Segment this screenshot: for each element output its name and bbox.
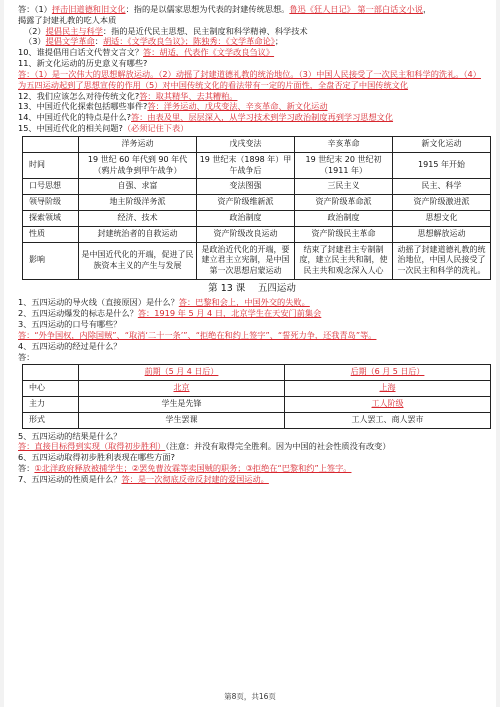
table-row <box>23 397 491 413</box>
document-page <box>4 0 496 707</box>
answer-line: 揭露了封建礼教的吃人本质 <box>18 14 117 25</box>
table-cell: 19 世纪 60 年代到 90 年代（鸦片战争到甲午战争） <box>79 152 197 179</box>
table-cell: 资产阶级改良运动 <box>197 226 295 242</box>
answer-line: 答：①北洋政府释放被捕学生；②罢免曹汝霖等卖国贼的职务；③拒绝在“巴黎和约”上签字。 <box>18 463 352 474</box>
question-line: 12、我们应该怎么对待传统文化?答：取其精华、去其糟粕。 <box>18 90 238 101</box>
answer-line: 答：直接目标得到实现（取得初步胜利）（注意：并没有取得完全胜利。因为中国的社会性质没有改变） <box>18 441 391 452</box>
row-label: 性质 <box>23 226 79 242</box>
table-row <box>23 412 491 428</box>
answer-paragraph: 答：“外争国权，内除国贼”、“取消‘二十一条’”、“拒绝在和约上签字”、“誓死力争，还我青岛”等。 <box>18 329 377 340</box>
table-cell: 自强、求富 <box>79 179 197 195</box>
table-cell: 工人罢工、商人罢市 <box>285 412 491 428</box>
page-content <box>18 4 486 485</box>
table-cell: 结束了封建君主专制制度，建立民主共和制，使民主共和观念深入人心 <box>295 242 393 279</box>
table-cell: 变法图强 <box>197 179 295 195</box>
table-header-cell: 前期（5 月 4 日后） <box>79 365 285 381</box>
table-header-cell <box>23 136 79 152</box>
question-line: 3、五四运动的口号有哪些？ <box>18 319 122 330</box>
question-line: 4、五四运动的经过是什么？ <box>18 340 122 351</box>
table-header-cell: 洋务运动 <box>79 136 197 152</box>
table-header-cell: 后期（6 月 5 日后） <box>285 365 491 381</box>
row-label: 探索领域 <box>23 210 79 226</box>
row-label: 形式 <box>23 412 79 428</box>
row-label: 口号思想 <box>23 179 79 195</box>
table-cell: 学生是先锋 <box>79 397 285 413</box>
table-row <box>23 210 491 226</box>
question-line: 2、五四运动爆发的标志是什么？答：1919 年 5 月 4 日，北京学生在天安门前集会 <box>18 308 322 319</box>
table-cell: 资产阶级民主革命 <box>295 226 393 242</box>
table-cell: 工人阶级 <box>285 397 491 413</box>
table-cell: 民主、科学 <box>393 179 491 195</box>
table-row <box>23 381 491 397</box>
table-cell: 政治制度 <box>295 210 393 226</box>
table-cell: 思想文化 <box>393 210 491 226</box>
table-header-cell: 新文化运动 <box>393 136 491 152</box>
table-cell: 经济、技术 <box>79 210 197 226</box>
row-label: 影响 <box>23 242 79 279</box>
question-line: 11、新文化运动的历史意义有哪些? <box>18 58 148 69</box>
row-label: 中心 <box>23 381 79 397</box>
page-number: 第8页，共16页 <box>224 692 276 702</box>
answer-line: 答： <box>18 351 35 362</box>
table-header-row <box>23 136 491 152</box>
answer-paragraph: 答：（1）是一次伟大的思想解放运动。（2）动摇了封建道德礼教的统治地位。（3）中国人民接受了一次民主和科学的洗礼。（4）为五四运动起到了思想宣传的作用（5）对中国传统文化的看法带有一定的片面性，全盘否定了中国传统文化 <box>18 68 481 90</box>
table-cell: 资产阶级激进派 <box>393 195 491 211</box>
table-row <box>23 242 491 279</box>
table-cell: 思想解放运动 <box>393 226 491 242</box>
question-line: 13、中国近代化探索包括哪些事件?答：洋务运动、戊戌变法、辛亥革命、新文化运动 <box>18 101 328 112</box>
answer-line: （2）提倡民主与科学：指的是近代民主思想、民主制度和科学精神、科学技术 <box>24 25 308 36</box>
row-label: 时间 <box>23 152 79 179</box>
question-line: 1、五四运动的导火线（直接原因）是什么？答：巴黎和会上，中国外交的失败。 <box>18 297 310 308</box>
table-header-cell: 辛亥革命 <box>295 136 393 152</box>
question-line: 10、谁提倡用白话文代替文言文？答：胡适，代表作《文学改良刍议》 <box>18 47 275 58</box>
table-cell: 是中国近代化的开端，促进了民族资本主义的产生与发展 <box>79 242 197 279</box>
table-cell: 动摇了封建道德礼教的统治地位，中国人民接受了一次民主和科学的洗礼。 <box>393 242 491 279</box>
question-line: 14、中国近代化的特点是什么?答：由表及里、层层深入，从学习技术到学习政治制度再到学习思想文化 <box>18 112 394 123</box>
table-cell: 政治制度 <box>197 210 295 226</box>
table-row <box>23 226 491 242</box>
question-line: 6、五四运动取得初步胜利表现在哪些方面? <box>18 452 175 463</box>
answer-line: （3）提倡文学革命：胡适：《文学改良刍议》；陈独秀：《文学革命论》； <box>24 36 284 47</box>
table-cell: 是政治近代化的开端，要建立君主立宪制，是中国第一次思想启蒙运动 <box>197 242 295 279</box>
row-label: 主力 <box>23 397 79 413</box>
table-header-cell: 戊戌变法 <box>197 136 295 152</box>
table-row <box>23 152 491 179</box>
row-label: 领导阶级 <box>23 195 79 211</box>
table-cell: 资产阶级维新派 <box>197 195 295 211</box>
table-cell: 学生罢课 <box>79 412 285 428</box>
table-cell: 19 世纪末 20 世纪初（1911 年） <box>295 152 393 179</box>
question-line: 5、五四运动的结果是什么？ <box>18 430 122 441</box>
table-cell: 三民主义 <box>295 179 393 195</box>
modernization-table <box>22 136 491 280</box>
lesson-title: 第 13 课 五四运动 <box>208 282 296 294</box>
table-cell: 上海 <box>285 381 491 397</box>
table-row <box>23 179 491 195</box>
table-cell: 北京 <box>79 381 285 397</box>
table-header-row <box>23 365 491 381</box>
question-line: 7、五四运动的性质是什么？答：是一次彻底反帝反封建的爱国运动。 <box>18 473 269 484</box>
table-cell: 资产阶级革命派 <box>295 195 393 211</box>
may-fourth-table <box>22 364 491 428</box>
table-header-cell <box>23 365 79 381</box>
question-line: 15、中国近代化的相关问题?（必须记住下表） <box>18 123 189 134</box>
table-row <box>23 195 491 211</box>
table-cell: 19 世纪末（1898 年）甲午战争后 <box>197 152 295 179</box>
table-cell: 地主阶级洋务派 <box>79 195 197 211</box>
answer-line: 答：（1）抨击旧道德和旧文化：指的是以儒家思想为代表的封建传统思想。鲁迅《狂人日记》 第一部白话文小说， <box>18 4 432 14</box>
table-cell: 1915 年开始 <box>393 152 491 179</box>
table-cell: 封建统治者的自救运动 <box>79 226 197 242</box>
